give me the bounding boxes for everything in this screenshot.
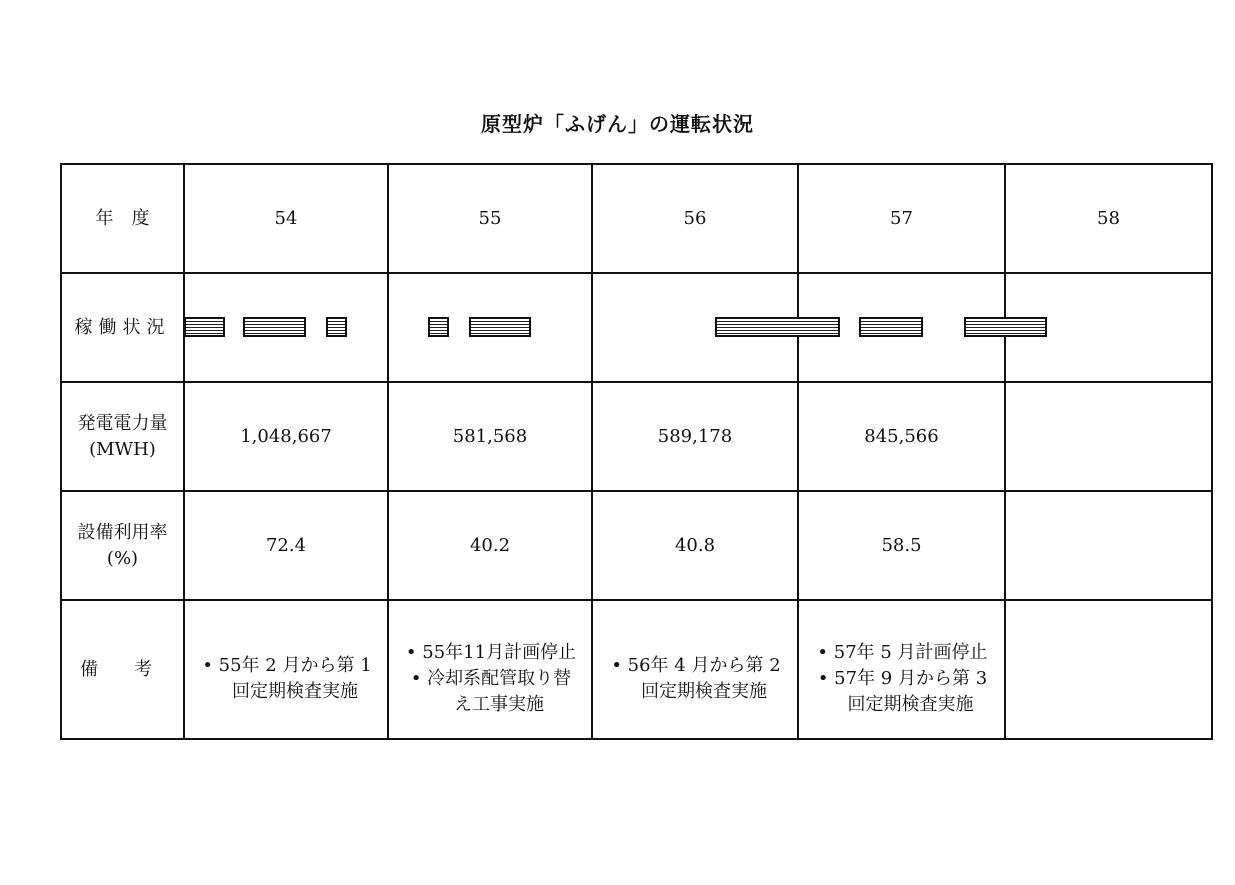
generation-cell: 845,566 — [798, 382, 1005, 491]
remarks-cell — [388, 600, 592, 739]
remarks-cell — [592, 600, 798, 739]
remark-line: 回定期検査実施 — [232, 680, 358, 702]
year-cell: 54 — [184, 164, 388, 273]
remark-line: • 55年 2 月から第 1 — [202, 654, 372, 676]
remark-line: • 55年11月計画停止 — [405, 641, 577, 663]
remarks-cell — [184, 600, 388, 739]
remarks-cell — [1005, 600, 1212, 739]
generation-cell: 1,048,667 — [184, 382, 388, 491]
operation-status-header: 稼働状況 — [61, 273, 184, 382]
remarks-header-text: 備 考 — [80, 658, 152, 680]
remarks-header-label — [62, 657, 183, 683]
utilization-row — [61, 491, 1212, 600]
utilization-header — [61, 491, 184, 600]
generation-cell: 589,178 — [592, 382, 798, 491]
status-cell — [592, 273, 798, 382]
page-title: 原型炉「ふげん」の運転状況 — [481, 112, 754, 136]
remark-line: • 57年 9 月から第 3 — [817, 667, 988, 689]
remarks-row — [61, 600, 1212, 739]
remarks-header — [61, 600, 184, 739]
status-cell — [388, 273, 592, 382]
generation-header-unit: (MWH) — [89, 438, 156, 460]
status-cell — [1005, 273, 1212, 382]
generation-header-label: 発電電力量 — [77, 412, 168, 434]
remark-line: 回定期検査実施 — [641, 680, 767, 702]
status-cell — [798, 273, 1005, 382]
status-cell — [184, 273, 388, 382]
generation-cell — [1005, 382, 1212, 491]
remark-line: え工事実施 — [454, 693, 544, 715]
utilization-cell: 40.8 — [592, 491, 798, 600]
remarks-cell — [798, 600, 1005, 739]
year-cell: 56 — [592, 164, 798, 273]
operation-status-table — [60, 163, 1213, 740]
generation-header — [61, 382, 184, 491]
utilization-cell: 72.4 — [184, 491, 388, 600]
year-cell: 58 — [1005, 164, 1212, 273]
utilization-cell: 58.5 — [798, 491, 1005, 600]
fiscal-year-row — [61, 164, 1212, 273]
remark-line: • 56年 4 月から第 2 — [611, 654, 781, 676]
fiscal-year-header: 年 度 — [61, 164, 184, 273]
year-cell: 55 — [388, 164, 592, 273]
generation-cell: 581,568 — [388, 382, 592, 491]
year-cell: 57 — [798, 164, 1005, 273]
utilization-header-label: 設備利用率 — [77, 521, 168, 543]
remark-line: 回定期検査実施 — [847, 693, 974, 715]
utilization-cell: 40.2 — [388, 491, 592, 600]
utilization-header-unit: (%) — [106, 547, 139, 569]
remark-line: • 冷却系配管取り替 — [410, 667, 572, 689]
operation-status-row — [61, 273, 1212, 382]
generation-row — [61, 382, 1212, 491]
utilization-cell — [1005, 491, 1212, 600]
remark-line: • 57年 5 月計画停止 — [817, 641, 988, 663]
